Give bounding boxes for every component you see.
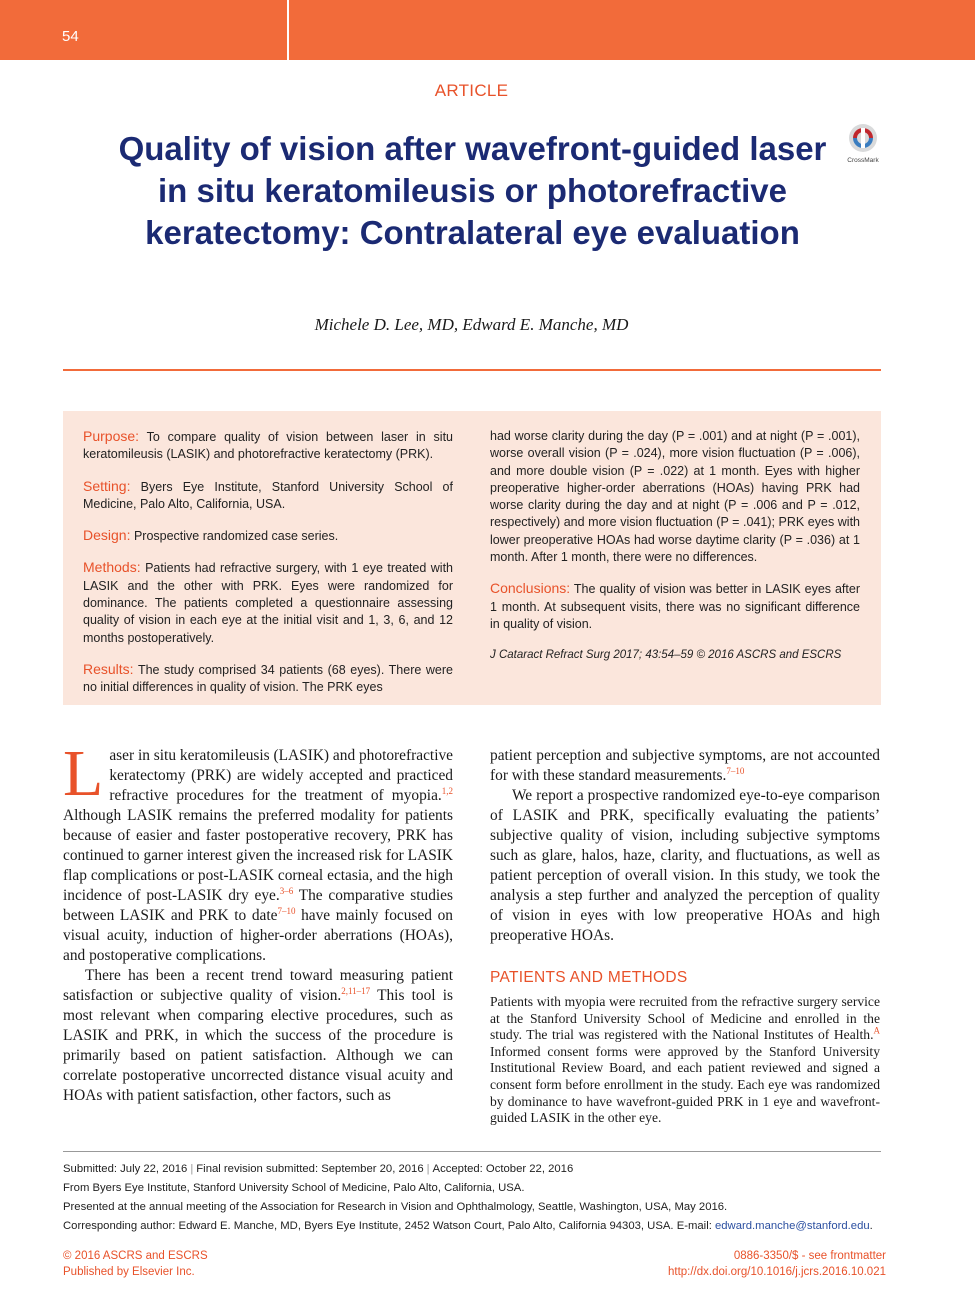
intro-paragraph-3: We report a prospective randomized eye-to-eye comparison of LASIK and PRK, specifically evaluating the patients’ subjective quality of vision, including subjective symptoms such as glare, halos, haze, clarity, and fluctuations, as well as patient perception of overall vision. In this study, we took the analysis a step further and analyzed the perception of quality of vision in eyes with low preoperative HOAs and high preoperative HOAs. [490,787,880,944]
abstract-methods [83,559,453,646]
p2-text-a: There has been a recent trend toward measuring patient satisfaction or subjective quality of vision. [63,967,453,1004]
reference-link[interactable]: 2,11–17 [341,985,371,996]
conclusions-text: The quality of vision was better in LASIK eyes after 1 month. At subsequent visits, there was no significant difference in quality of vision. [490,582,860,631]
separator: | [426,1163,430,1175]
abstract-design [83,527,453,545]
design-label: Design: [83,527,131,544]
header-bar-right [289,0,975,60]
abstract-box [63,411,881,705]
header-bar-left [0,0,287,60]
footnotes [63,1160,903,1236]
abstract-right-column [490,428,860,679]
purpose-label: Purpose: [83,428,140,444]
methods-label: Methods: [83,559,141,576]
reference-link[interactable]: 7–10 [726,765,745,776]
drop-cap: L [63,737,104,810]
p1-text-a: aser in situ keratomileusis (LASIK) and photorefractive keratectomy (PRK) are widely accepted and practiced refractive procedures for the treatment of myopia. [109,747,453,804]
results-text-2: had worse clarity during the day (P = .001) and at night (P = .001), worse overall vision (P = .024), more vision fluctuation (P = .006), and more double vision (P = .022) at 1 month. Eyes with higher preoperative higher-order aberrations (HOAs) having PRK had worse clarity during the day and at night (P = .006 and P = .012, respectively) and more vision fluctuation (P = .041); PRK eyes with lower preoperative HOAs had worse daytime clarity (P = .036) at 1 month. After 1 month, there were no differences. [490,429,860,565]
article-title: Quality of vision after wavefront-guided laser in situ keratomileusis or photorefractive keratectomy: Contralateral eye evaluation [118,130,827,251]
corresponding-text: Corresponding author: Edward E. Manche, MD, Byers Eye Institute, 2452 Watson Court, Palo Alto, California 94303, USA. E-mail: [63,1220,715,1232]
crossmark-logo[interactable] [845,122,881,164]
p2-text-b: This tool is most relevant when comparing elective procedures, such as LASIK and PRK, in which the success of the procedure is primarily based on patient satisfaction. Although we can correlate postoperative uncorrected distance visual acuity and HOAs with patient satisfaction, other factors, such as [63,987,453,1104]
doi-link[interactable]: http://dx.doi.org/10.1016/j.jcrs.2016.10.021 [667,1266,886,1278]
abstract-results [83,661,453,697]
reference-link[interactable]: 1,2 [441,785,453,796]
abstract-left-column [83,428,453,711]
results-label: Results: [83,660,134,677]
purpose-text: To compare quality of vision between laser in situ keratomileusis (LASIK) and photorefractive keratectomy (PRK). [83,430,454,462]
conclusions-label: Conclusions: [490,580,571,597]
abstract-purpose [83,428,453,464]
dates-line [63,1160,903,1179]
reference-link[interactable]: 7–10 [277,905,296,916]
intro-paragraph-2-cont [490,746,880,786]
setting-label: Setting: [83,477,131,494]
setting-text: Byers Eye Institute, Stanford University School of Medicine, Palo Alto, California, USA. [83,479,453,511]
design-text: Prospective randomized case series. [133,529,339,544]
corresponding-author [63,1217,903,1236]
footnote-divider [63,1151,881,1152]
presented-note: Presented at the annual meeting of the Association for Research in Vision and Ophthalmology, Seattle, Washington, USA, May 2016. [63,1201,728,1213]
publisher: Published by Elsevier Inc. [63,1266,195,1278]
intro-paragraph-2 [63,966,453,1106]
results-text-1: The study comprised 34 patients (68 eyes). There were no initial differences in quality of vision. The PRK eyes [83,662,453,695]
title-divider [63,369,881,371]
section-label: ARTICLE [434,81,509,100]
p1-text-c: The comparative studies between LASIK and PRK to date [63,887,453,924]
revision-date: Final revision submitted: September 20, 2016 [196,1163,424,1175]
methods-text: Patients had refractive surgery, with 1 eye treated with LASIK and the other with PRK. Eyes were randomized for dominance. The patients completed a questionnaire assessing quality of vision in each eye at the initial visit and 1, 3, 6, and 12 months postoperatively. [83,561,453,645]
abstract-conclusions [490,580,860,633]
footer-left [63,1248,208,1280]
submitted-date: Submitted: July 22, 2016 [63,1163,188,1175]
intro-paragraph-1 [63,737,453,966]
period: . [869,1220,873,1232]
methods-paragraph-1 [490,994,880,1127]
reference-link[interactable]: A [873,1025,880,1036]
email-link[interactable]: edward.manche@stanford.edu [714,1220,870,1232]
p1-text-b: Although LASIK remains the preferred modality for patients because of easier and faster postoperative recovery, PRK has continued to garner interest given the increased risk for LASIK flap complications or post-LASIK corneal ectasia, and the high incidence of post-LASIK dry eye. [63,807,453,904]
accepted-date: Accepted: October 22, 2016 [432,1163,574,1175]
body-left-column [63,737,453,1106]
crossmark-icon [845,122,881,164]
copyright: © 2016 ASCRS and ESCRS [63,1250,208,1262]
page-number: 54 [62,28,79,45]
issn: 0886-3350/$ - see frontmatter [733,1250,886,1262]
crossmark-text: CrossMark [847,157,879,164]
separator: | [190,1163,194,1175]
body-right-column [490,746,880,1127]
p5-text-b: Informed consent forms were approved by the Stanford University Institutional Review Board, and each patient reviewed and signed a consent form before enrollment in the study. Each eye was randomized by dominance to have wavefront-guided PRK in 1 eye and wavefront-guided LASIK in the other eye. [490,1043,880,1126]
footer-right [668,1248,886,1280]
p5-text-a: Patients with myopia were recruited from the refractive surgery service at the Stanford University School of Medicine and enrolled in the study. The trial was registered with the National Institutes of Health. [490,994,880,1043]
journal-citation: J Cataract Refract Surg 2017; 43:54–59 © 2016 ASCRS and ESCRS [490,649,842,662]
p1-text-d: have mainly focused on visual acuity, induction of higher-order aberrations (HOAs), and postoperative complications. [63,907,453,964]
authors: Michele D. Lee, MD, Edward E. Manche, MD [314,315,629,334]
p3-text-a: patient perception and subjective symptoms, are not accounted for with these standard measurements. [490,747,880,784]
section-heading: PATIENTS AND METHODS [490,969,688,986]
affiliation: From Byers Eye Institute, Stanford University School of Medicine, Palo Alto, California, USA. [63,1182,525,1194]
reference-link[interactable]: 3–6 [279,885,294,896]
abstract-setting [83,478,453,514]
